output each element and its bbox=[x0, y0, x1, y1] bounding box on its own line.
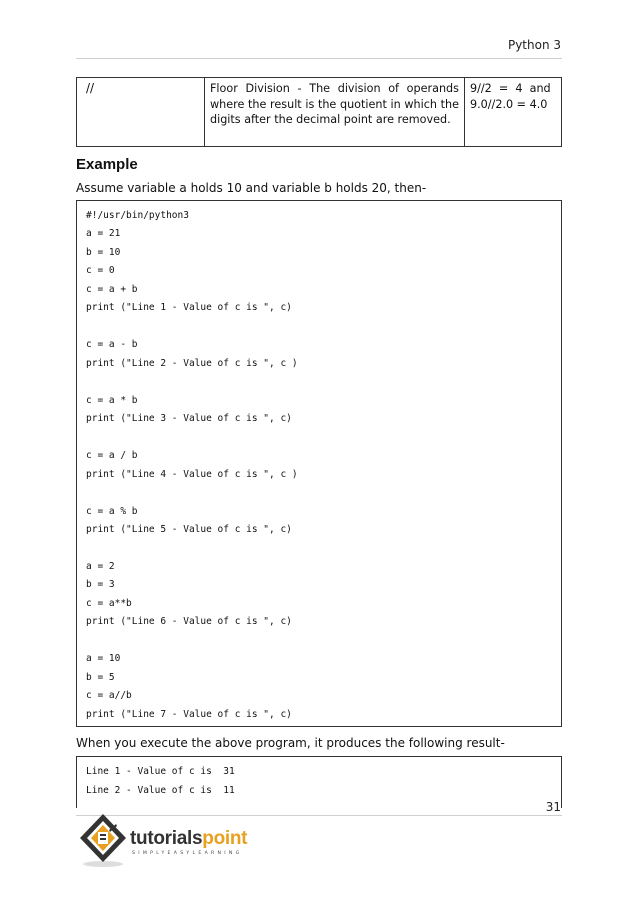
code-line: c = a//b bbox=[86, 690, 132, 701]
code-line: b = 5 bbox=[86, 672, 115, 683]
output-line: Line 2 - Value of c is 11 bbox=[86, 785, 235, 796]
code-line: c = a**b bbox=[86, 598, 132, 609]
output-block bbox=[76, 756, 562, 808]
code-line: print ("Line 2 - Value of c is ", c ) bbox=[86, 358, 298, 369]
code-line: c = a / b bbox=[86, 450, 138, 461]
logo-wordmark: tutorialspoint bbox=[130, 828, 248, 849]
output-line: Line 1 - Value of c is 31 bbox=[86, 766, 235, 777]
description-cell: Floor Division - The division of operands where the result is the quotient in which the digits after the decimal point are removed. bbox=[205, 78, 465, 147]
header-divider bbox=[76, 58, 562, 59]
code-line: c = 0 bbox=[86, 265, 115, 276]
code-line: b = 10 bbox=[86, 247, 121, 258]
code-line: print ("Line 6 - Value of c is ", c) bbox=[86, 616, 292, 627]
table-row bbox=[77, 78, 562, 147]
example-heading: Example bbox=[76, 156, 138, 173]
code-line: c = a * b bbox=[86, 395, 138, 406]
code-line: a = 10 bbox=[86, 653, 121, 664]
code-line: c = a - b bbox=[86, 339, 138, 350]
example-intro: Assume variable a holds 10 and variable b holds 20, then- bbox=[76, 181, 427, 195]
logo-mark-icon bbox=[76, 812, 128, 868]
code-line: a = 21 bbox=[86, 228, 121, 239]
code-line: print ("Line 1 - Value of c is ", c) bbox=[86, 302, 292, 313]
page-number: 31 bbox=[545, 800, 561, 814]
page-header-title: Python 3 bbox=[507, 38, 561, 52]
code-block bbox=[76, 200, 562, 727]
tutorialspoint-logo bbox=[76, 810, 266, 870]
code-line: c = a + b bbox=[86, 284, 138, 295]
logo-tagline: SIMPLYEASYLEARNING bbox=[132, 851, 243, 856]
code-line: c = a % b bbox=[86, 506, 138, 517]
code-line: print ("Line 7 - Value of c is ", c) bbox=[86, 709, 292, 720]
code-line: print ("Line 4 - Value of c is ", c ) bbox=[86, 469, 298, 480]
code-line: #!/usr/bin/python3 bbox=[86, 210, 189, 221]
code-line: print ("Line 3 - Value of c is ", c) bbox=[86, 413, 292, 424]
code-line: print ("Line 5 - Value of c is ", c) bbox=[86, 524, 292, 535]
code-line: b = 3 bbox=[86, 579, 115, 590]
result-intro: When you execute the above program, it produces the following result- bbox=[76, 736, 505, 750]
example-cell: 9//2 = 4 and 9.0//2.0 = 4.0 bbox=[465, 78, 562, 147]
operator-table bbox=[76, 77, 562, 147]
operator-cell: // bbox=[77, 78, 205, 147]
code-line: a = 2 bbox=[86, 561, 115, 572]
